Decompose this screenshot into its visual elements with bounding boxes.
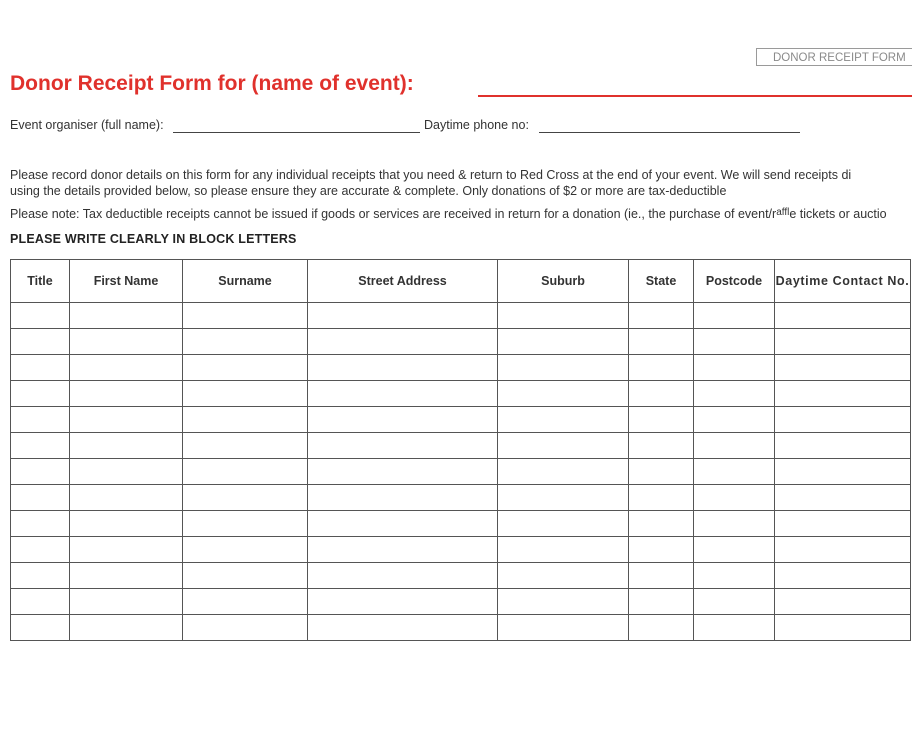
cell-first-name[interactable] — [70, 485, 183, 511]
cell-title[interactable] — [11, 511, 70, 537]
cell-surname[interactable] — [183, 537, 308, 563]
cell-first-name[interactable] — [70, 407, 183, 433]
cell-first-name[interactable] — [70, 381, 183, 407]
cell-title[interactable] — [11, 615, 70, 641]
column-header-title: Title — [11, 260, 70, 303]
cell-postcode[interactable] — [694, 303, 775, 329]
cell-title[interactable] — [11, 537, 70, 563]
cell-state[interactable] — [629, 303, 694, 329]
cell-daytime-contact[interactable] — [775, 407, 911, 433]
cell-postcode[interactable] — [694, 407, 775, 433]
cell-postcode[interactable] — [694, 511, 775, 537]
cell-title[interactable] — [11, 381, 70, 407]
table-row — [11, 459, 911, 485]
cell-title[interactable] — [11, 563, 70, 589]
cell-postcode[interactable] — [694, 485, 775, 511]
cell-state[interactable] — [629, 355, 694, 381]
cell-state[interactable] — [629, 537, 694, 563]
cell-state[interactable] — [629, 381, 694, 407]
cell-suburb[interactable] — [498, 615, 629, 641]
cell-state[interactable] — [629, 407, 694, 433]
cell-suburb[interactable] — [498, 381, 629, 407]
cell-daytime-contact[interactable] — [775, 511, 911, 537]
column-header-surname: Surname — [183, 260, 308, 303]
cell-daytime-contact[interactable] — [775, 459, 911, 485]
cell-suburb[interactable] — [498, 433, 629, 459]
cell-street-address[interactable] — [308, 303, 498, 329]
cell-street-address[interactable] — [308, 381, 498, 407]
cell-daytime-contact[interactable] — [775, 615, 911, 641]
cell-surname[interactable] — [183, 381, 308, 407]
column-header-first-name: First Name — [70, 260, 183, 303]
cell-surname[interactable] — [183, 459, 308, 485]
cell-street-address[interactable] — [308, 433, 498, 459]
cell-street-address[interactable] — [308, 485, 498, 511]
cell-suburb[interactable] — [498, 355, 629, 381]
cell-daytime-contact[interactable] — [775, 355, 911, 381]
organiser-label: Event organiser (full name): — [10, 118, 164, 132]
donor-table-body — [11, 303, 911, 641]
cell-suburb[interactable] — [498, 303, 629, 329]
donor-table — [10, 259, 911, 641]
cell-postcode[interactable] — [694, 563, 775, 589]
table-row — [11, 355, 911, 381]
cell-title[interactable] — [11, 589, 70, 615]
cell-title[interactable] — [11, 459, 70, 485]
table-row — [11, 589, 911, 615]
table-row — [11, 303, 911, 329]
cell-daytime-contact[interactable] — [775, 433, 911, 459]
column-header-suburb: Suburb — [498, 260, 629, 303]
table-row — [11, 433, 911, 459]
cell-suburb[interactable] — [498, 407, 629, 433]
table-header-row — [11, 260, 911, 303]
instructions-line-2: using the details provided below, so please ensure they are accurate & complete. Only donations of $2 or more are tax-deductible — [10, 184, 727, 198]
table-row — [11, 381, 911, 407]
cell-first-name[interactable] — [70, 459, 183, 485]
cell-title[interactable] — [11, 303, 70, 329]
table-row — [11, 485, 911, 511]
tax-note — [10, 206, 912, 224]
column-header-daytime-contact: Daytime Contact No. — [775, 260, 911, 303]
cell-state[interactable] — [629, 433, 694, 459]
phone-label: Daytime phone no: — [424, 118, 529, 132]
tax-note-text: Please note: Tax deductible receipts cannot be issued if goods or services are received in return for a donation (ie., the purchase of event/r — [10, 207, 777, 221]
cell-postcode[interactable] — [694, 355, 775, 381]
cell-street-address[interactable] — [308, 407, 498, 433]
cell-surname[interactable] — [183, 329, 308, 355]
cell-daytime-contact[interactable] — [775, 381, 911, 407]
cell-suburb[interactable] — [498, 511, 629, 537]
column-header-street-address: Street Address — [308, 260, 498, 303]
organiser-name-line — [173, 132, 420, 133]
cell-first-name[interactable] — [70, 537, 183, 563]
cell-first-name[interactable] — [70, 563, 183, 589]
cell-daytime-contact[interactable] — [775, 589, 911, 615]
cell-title[interactable] — [11, 329, 70, 355]
table-row — [11, 563, 911, 589]
table-row — [11, 407, 911, 433]
form-title: Donor Receipt Form for (name of event): — [10, 72, 414, 95]
cell-suburb[interactable] — [498, 459, 629, 485]
instructions-line-1: Please record donor details on this form for any individual receipts that you need & return to Red Cross at the end of your event. We will send receipts di — [10, 168, 852, 182]
cell-suburb[interactable] — [498, 329, 629, 355]
cell-surname[interactable] — [183, 433, 308, 459]
cell-street-address[interactable] — [308, 329, 498, 355]
cell-postcode[interactable] — [694, 329, 775, 355]
table-row — [11, 615, 911, 641]
cell-first-name[interactable] — [70, 329, 183, 355]
cell-daytime-contact[interactable] — [775, 537, 911, 563]
cell-first-name[interactable] — [70, 433, 183, 459]
table-row — [11, 511, 911, 537]
tax-note-raised-text: affl — [776, 207, 790, 218]
cell-street-address[interactable] — [308, 459, 498, 485]
cell-surname[interactable] — [183, 563, 308, 589]
form-badge: DONOR RECEIPT FORM — [756, 48, 912, 66]
cell-title[interactable] — [11, 407, 70, 433]
cell-postcode[interactable] — [694, 433, 775, 459]
cell-title[interactable] — [11, 433, 70, 459]
tax-note-text-end: e tickets or auctio — [789, 207, 887, 221]
cell-suburb[interactable] — [498, 485, 629, 511]
cell-postcode[interactable] — [694, 381, 775, 407]
phone-number-line — [539, 132, 800, 133]
cell-state[interactable] — [629, 511, 694, 537]
cell-title[interactable] — [11, 355, 70, 381]
cell-surname[interactable] — [183, 485, 308, 511]
cell-daytime-contact[interactable] — [775, 563, 911, 589]
table-row — [11, 329, 911, 355]
cell-surname[interactable] — [183, 303, 308, 329]
cell-surname[interactable] — [183, 589, 308, 615]
cell-first-name[interactable] — [70, 615, 183, 641]
cell-state[interactable] — [629, 615, 694, 641]
cell-street-address[interactable] — [308, 589, 498, 615]
cell-first-name[interactable] — [70, 511, 183, 537]
cell-surname[interactable] — [183, 407, 308, 433]
cell-title[interactable] — [11, 485, 70, 511]
cell-daytime-contact[interactable] — [775, 329, 911, 355]
cell-daytime-contact[interactable] — [775, 485, 911, 511]
cell-daytime-contact[interactable] — [775, 303, 911, 329]
event-name-line — [478, 95, 912, 97]
cell-street-address[interactable] — [308, 563, 498, 589]
block-letters-heading: PLEASE WRITE CLEARLY IN BLOCK LETTERS — [10, 232, 297, 246]
cell-surname[interactable] — [183, 615, 308, 641]
cell-surname[interactable] — [183, 355, 308, 381]
cell-postcode[interactable] — [694, 459, 775, 485]
cell-first-name[interactable] — [70, 355, 183, 381]
organiser-row — [10, 118, 910, 136]
cell-state[interactable] — [629, 329, 694, 355]
cell-street-address[interactable] — [308, 511, 498, 537]
cell-state[interactable] — [629, 563, 694, 589]
cell-first-name[interactable] — [70, 303, 183, 329]
cell-street-address[interactable] — [308, 615, 498, 641]
cell-suburb[interactable] — [498, 563, 629, 589]
cell-state[interactable] — [629, 485, 694, 511]
cell-suburb[interactable] — [498, 537, 629, 563]
cell-street-address[interactable] — [308, 537, 498, 563]
cell-state[interactable] — [629, 589, 694, 615]
cell-first-name[interactable] — [70, 589, 183, 615]
form-title-row — [10, 70, 912, 100]
cell-suburb[interactable] — [498, 589, 629, 615]
cell-street-address[interactable] — [308, 355, 498, 381]
cell-surname[interactable] — [183, 511, 308, 537]
cell-state[interactable] — [629, 459, 694, 485]
column-header-postcode: Postcode — [694, 260, 775, 303]
cell-postcode[interactable] — [694, 589, 775, 615]
cell-postcode[interactable] — [694, 537, 775, 563]
table-row — [11, 537, 911, 563]
column-header-state: State — [629, 260, 694, 303]
cell-postcode[interactable] — [694, 615, 775, 641]
donor-table-container — [10, 259, 910, 648]
